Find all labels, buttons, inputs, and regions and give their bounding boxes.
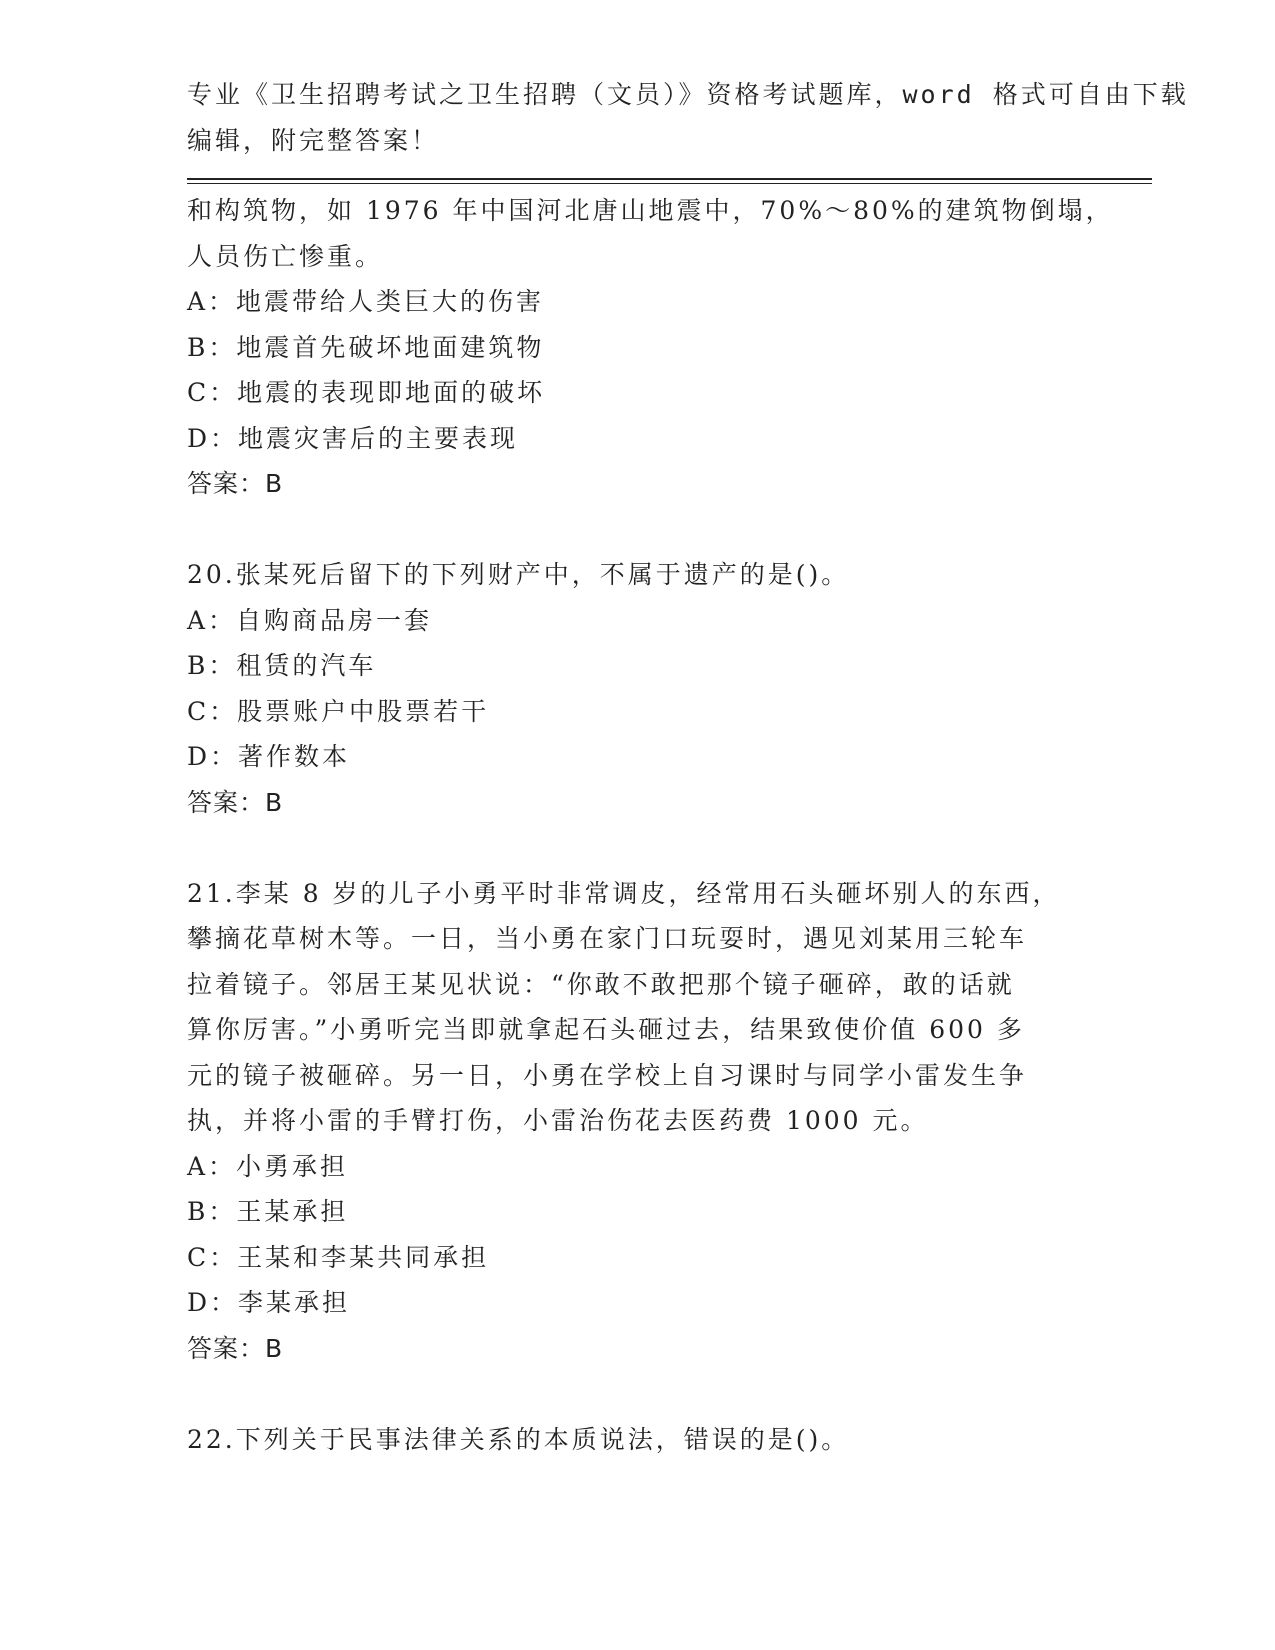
document-header <box>187 72 1189 163</box>
option-c: C：地震的表现即地面的破坏 <box>187 378 546 407</box>
option-d: D：李某承担 <box>187 1288 351 1317</box>
option-d: D：地震灾害后的主要表现 <box>187 423 519 453</box>
spacer <box>187 825 1087 871</box>
header-line-2: 编辑，附完整答案！ <box>187 125 440 155</box>
option-b: B：王某承担 <box>187 1197 349 1226</box>
option-c: C：股票账户中股票若干 <box>187 696 490 726</box>
question-text-line: 和构筑物，如 1976 年中国河北唐山地震中，70%～80%的建筑物倒塌， <box>187 196 1114 225</box>
header-divider-thin <box>187 183 1152 184</box>
spacer <box>187 507 1087 553</box>
question-stem-line: 执，并将小雷的手臂打伤，小雷治伤花去医药费 1000 元。 <box>187 1106 929 1135</box>
question-22 <box>187 1417 1087 1463</box>
question-21 <box>187 871 1087 1372</box>
question-stem-line: 算你厉害。”小勇听完当即就拿起石头砸过去，结果致使价值 600 多 <box>187 1015 1025 1044</box>
option-c: C：王某和李某共同承担 <box>187 1242 490 1272</box>
header-divider-thick <box>187 178 1152 180</box>
option-a: A：地震带给人类巨大的伤害 <box>187 287 545 316</box>
question-stem-line: 21.李某 8 岁的儿子小勇平时非常调皮，经常用石头砸坏别人的东西， <box>187 878 1061 908</box>
answer-label: 答案：B <box>187 1333 284 1363</box>
question-stem: 20.张某死后留下的下列财产中，不属于遗产的是()。 <box>187 560 850 589</box>
spacer <box>187 1371 1087 1417</box>
answer-label: 答案：B <box>187 787 284 817</box>
question-stem-line: 拉着镜子。邻居王某见状说：“你敢不敢把那个镜子砸碎，敢的话就 <box>187 969 1015 999</box>
option-b: B：租赁的汽车 <box>187 651 377 680</box>
question-19-continuation <box>187 188 1114 507</box>
option-b: B：地震首先破坏地面建筑物 <box>187 332 545 362</box>
option-d: D：著作数本 <box>187 742 351 771</box>
question-stem-line: 攀摘花草树木等。一日，当小勇在家门口玩耍时，遇见刘某用三轮车 <box>187 924 1028 953</box>
question-stem: 22.下列关于民事法律关系的本质说法，错误的是()。 <box>187 1424 850 1454</box>
question-20 <box>187 552 1087 825</box>
answer-label: 答案：B <box>187 469 284 498</box>
question-text-line: 人员伤亡惨重。 <box>187 241 384 271</box>
option-a: A：自购商品房一套 <box>187 605 433 635</box>
question-stem-line: 元的镜子被砸碎。另一日，小勇在学校上自习课时与同学小雷发生争 <box>187 1060 1028 1090</box>
option-a: A：小勇承担 <box>187 1151 349 1181</box>
document-body <box>187 188 1114 1462</box>
header-line-1: 专业《卫生招聘考试之卫生招聘（文员）》资格考试题库，word 格式可自由下载 <box>187 80 1189 109</box>
